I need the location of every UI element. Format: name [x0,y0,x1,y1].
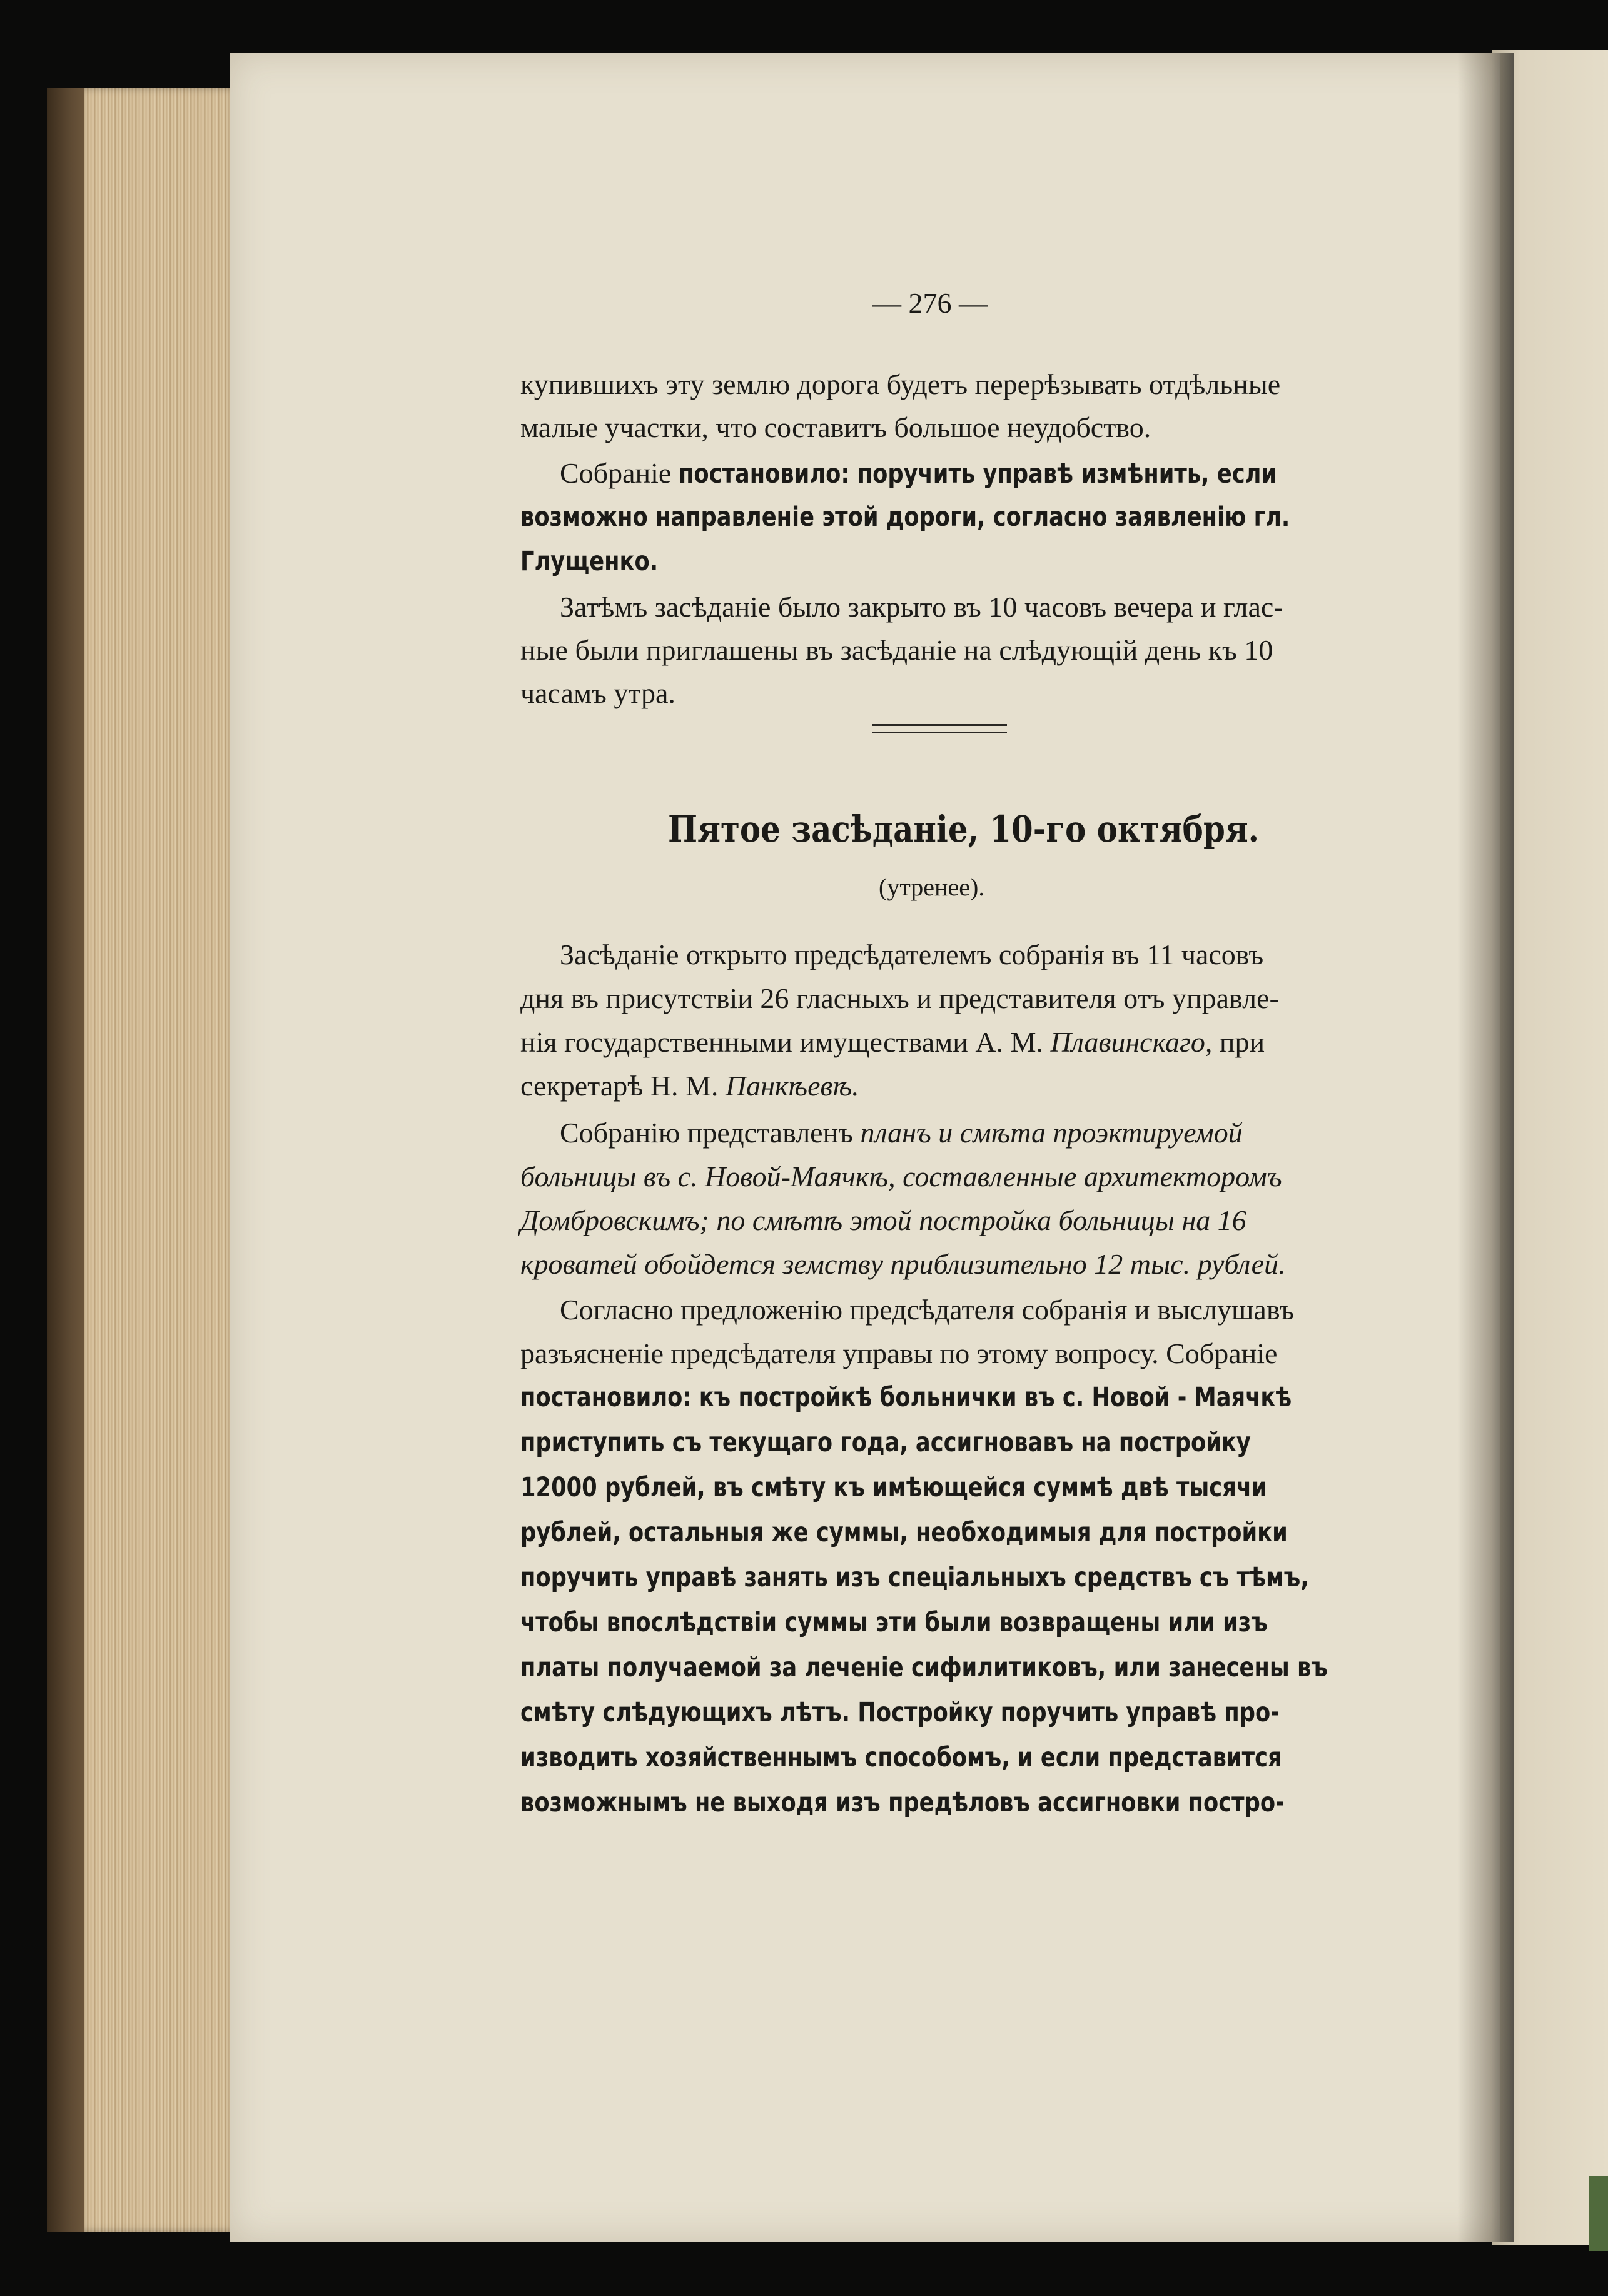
page-edges-stack [84,88,238,2232]
text-span: нія государственными имуществами А. М. [520,1026,1051,1058]
text-span-italic: планъ и смѣта проэктируемой [860,1117,1243,1149]
text-line-bold: рублей, остальныя же суммы, необходимыя для постройки [520,1517,1288,1548]
text-span: Собраніе [560,457,679,489]
person-name: Плавинскаго, [1050,1026,1213,1058]
text-span-bold: постановило: поручить управѣ измѣнить, если [678,458,1277,490]
text-line [520,1025,1265,1059]
text-line: часамъ утра. [520,677,675,709]
text-line-bold: смѣту слѣдующихъ лѣтъ. Постройку поручить управѣ про- [520,1697,1280,1728]
text-line: ные были приглашены въ засѣданіе на слѣдующій день къ 10 [520,634,1273,666]
section-heading: Пятое засѣданіе, 10-го октября. [668,808,1260,850]
text-line-bold: изводить хозяйственнымъ способомъ, и если представится [520,1742,1282,1773]
text-span: секретарѣ Н. М. [520,1070,726,1102]
text-line: Затѣмъ засѣданіе было закрыто въ 10 часовъ вечера и глас- [560,591,1283,623]
text-line-bold: возможно направленіе этой дороги, согласно заявленію гл. [520,501,1290,533]
text-line-bold: Глущенко. [520,546,659,577]
text-line-italic: больницы въ с. Новой-Маячкѣ, составленные архитекторомъ [520,1161,1282,1192]
cover-corner [1589,2176,1608,2251]
page-gutter-shadow [1457,53,1514,2242]
text-line-bold: 12000 рублей, въ смѣту къ имѣющейся суммѣ двѣ тысячи [520,1472,1267,1503]
text-line-bold: приступить съ текущаго года, ассигновавъ на постройку [520,1427,1251,1458]
text-line-bold: постановило: къ постройкѣ больнички въ с. Новой - Маячкѣ [520,1382,1292,1413]
text-line [560,456,1408,490]
text-line: купившихъ эту землю дорога будетъ перерѣзывать отдѣльные [520,368,1281,400]
text-line [560,1116,1243,1149]
text-line: дня въ присутствіи 26 гласныхъ и представителя отъ управле- [520,982,1279,1014]
text-line: малые участки, что составитъ большое неудобство. [520,411,1151,443]
text-line-bold: чтобы впослѣдствіи суммы эти были возвращены или изъ [520,1607,1268,1638]
text-line: Согласно предложенію предсѣдателя собранія и выслушавъ [560,1294,1295,1326]
text-line: разъясненіе предсѣдателя управы по этому вопросу. Собраніе [520,1337,1278,1369]
text-line-bold: возможнымъ не выходя изъ предѣловъ ассигновки постро- [520,1787,1285,1818]
person-name: Панкѣевѣ. [725,1070,859,1102]
text-span: при [1212,1026,1265,1058]
section-subheading: (утренее). [879,873,985,901]
section-divider [872,724,1007,733]
page-number: — 276 — [872,287,988,319]
text-line-italic: Домбровскимъ; по смѣтѣ этой постройка больницы на 16 [520,1204,1246,1236]
text-line-bold: поручить управѣ занять изъ спеціальныхъ средствъ съ тѣмъ, [520,1562,1309,1593]
text-line-italic: кроватей обойдется земству приблизительно 12 тыс. рублей. [520,1248,1286,1280]
text-span: Собранію представленъ [560,1117,861,1149]
text-line: Засѣданіе открыто предсѣдателемъ собранія въ 11 часовъ [560,939,1264,970]
text-line [520,1069,859,1102]
text-line-bold: платы получаемой за леченіе сифилитиковъ, или занесены въ [520,1652,1328,1683]
